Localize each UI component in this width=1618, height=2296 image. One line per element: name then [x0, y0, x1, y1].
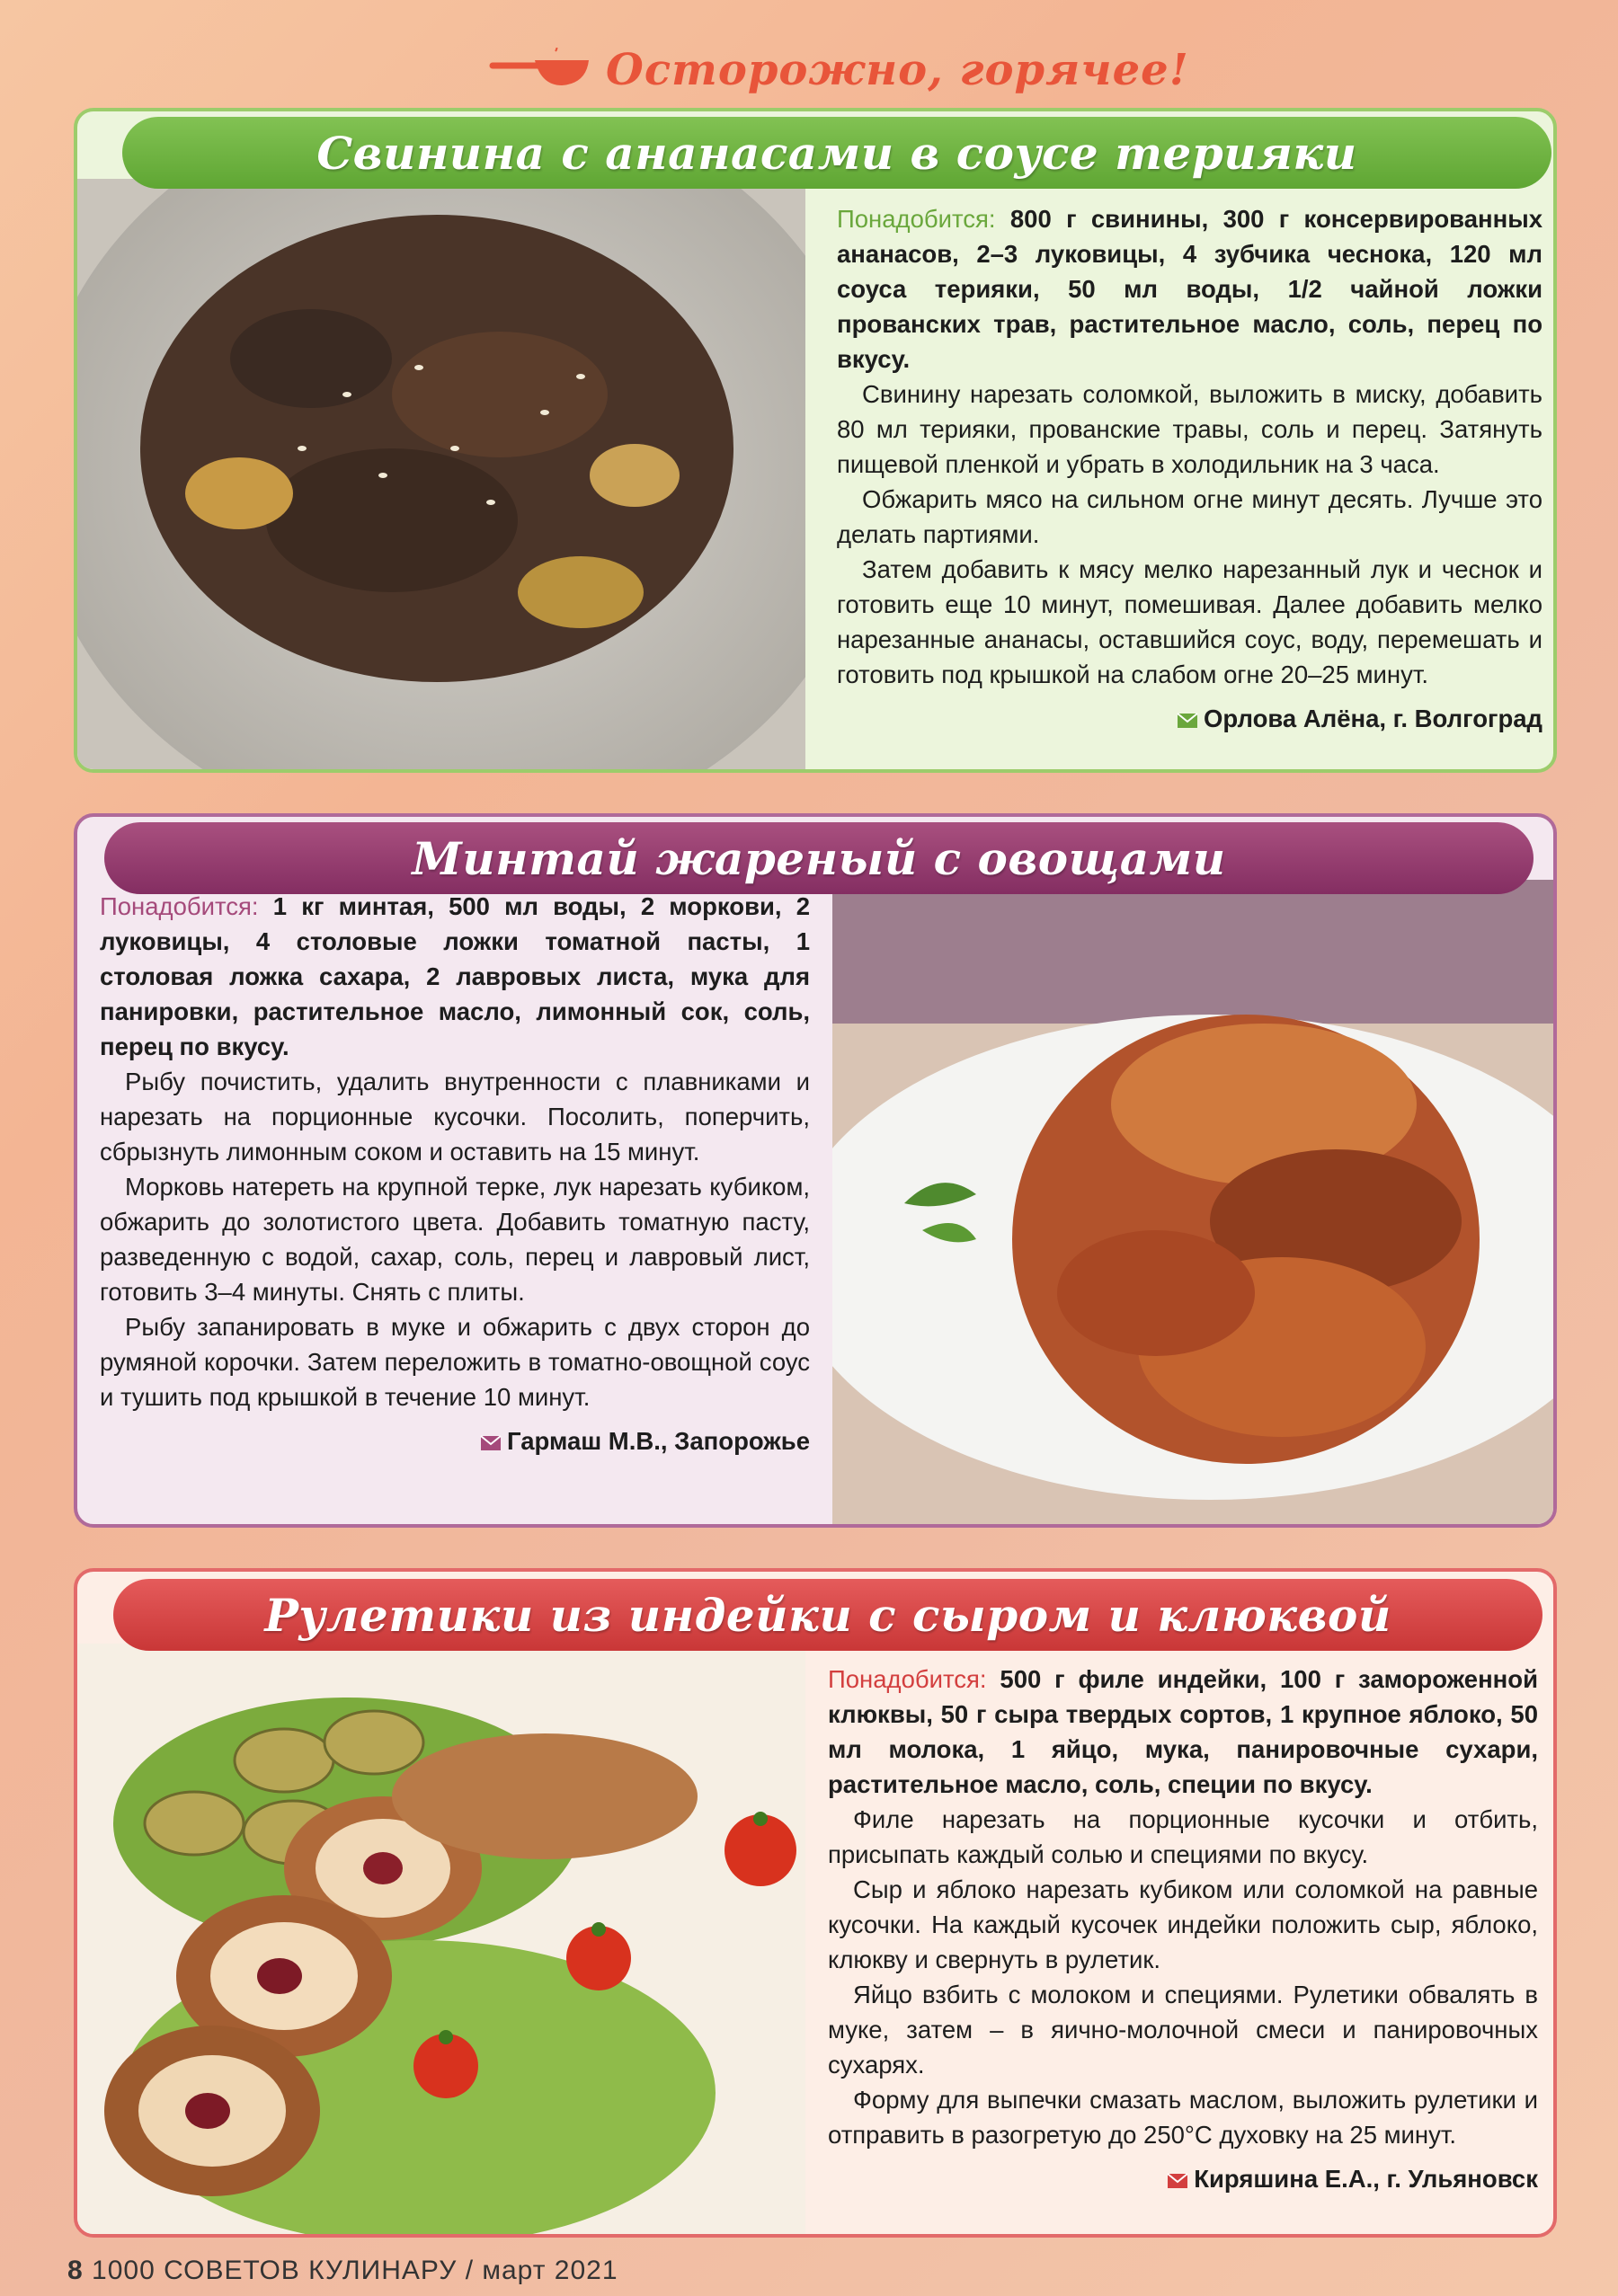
section-title: Осторожно, горячее! — [606, 44, 1189, 95]
recipe-card-pork — [74, 108, 1557, 773]
pollock-dish-photo — [832, 880, 1557, 1528]
step: Рыбу запанировать в муке и обжарить с двух сторон до румяной корочки. Затем переложить в томатно-овощной соус и тушить под крышкой в течение 10 минут. — [100, 1313, 810, 1411]
ingredients-list: 500 г филе индейки, 100 г замороженной клюквы, 50 г сыра твердых сортов, 1 крупное яблоко, 50 мл молока, 1 яйцо, мука, панировочные сухари, растительное масло, соль, специи по вкусу. — [828, 1665, 1538, 1798]
recipe-title: Свинина с ананасами в соусе терияки — [122, 117, 1551, 189]
step: Яйцо взбить с молоком и специями. Рулетики обвалять в муке, затем – в яично-молочной смеси и панировочных сухарях. — [828, 1981, 1538, 2079]
footer-separator: / — [465, 2256, 475, 2285]
step: Сыр и яблоко нарезать кубиком или соломкой на равные кусочки. На каждый кусочек индейки положить сыр, яблоко, клюкву и свернуть в рулетик. — [828, 1875, 1538, 1973]
recipe-author — [828, 2161, 1538, 2196]
step: Форму для выпечки смазать маслом, выложить рулетики и отправить в разогретую до 250°С духовку на 25 минут. — [828, 2086, 1538, 2149]
step: Затем добавить к мясу мелко нарезанный лук и чеснок и готовить еще 10 минут, помешивая. Далее добавить мелко нарезанные ананасы, оставшийся соус, воду, перемешать и готовить под крышкой на слабом огне 20–25 минут. — [837, 555, 1542, 688]
step: Рыбу почистить, удалить внутренности с плавниками и нарезать на порционные кусочки. Посолить, поперчить, сбрызнуть лимонным соком и оставить на 15 минут. — [100, 1068, 810, 1166]
page-footer — [67, 2256, 618, 2286]
recipe-text — [100, 889, 810, 1458]
envelope-icon — [1167, 2173, 1188, 2189]
pork-dish-photo — [77, 179, 805, 773]
recipe-author — [100, 1423, 810, 1458]
recipe-card-pollock — [74, 813, 1557, 1528]
ingredients-label: Понадобится: — [828, 1665, 987, 1693]
ingredients-label: Понадобится: — [100, 892, 259, 920]
recipe-author — [837, 701, 1542, 736]
turkey-rolls-photo — [77, 1644, 805, 2238]
ingredients-list: 1 кг минтая, 500 мл воды, 2 моркови, 2 луковицы, 4 столовые ложки томатной пасты, 1 столовая ложка сахара, 2 лавровых листа, мука для панировки, растительное масло, лимонный сок, соль, перец по вкусу. — [100, 892, 810, 1060]
recipe-text — [837, 201, 1542, 736]
recipe-text — [828, 1662, 1538, 2196]
step: Морковь натереть на крупной терке, лук нарезать кубиком, обжарить до золотистого цвета. Добавить томатную пасту, разведенную с водой, сахар, соль, перец и лавровый лист, готовить 3–4 минуты. Снять с плиты. — [100, 1173, 810, 1306]
ingredients — [828, 1662, 1538, 1802]
author-name: Орлова Алёна, г. Волгоград — [1203, 705, 1542, 732]
page-number: 8 — [67, 2256, 84, 2285]
magazine-name: 1000 СОВЕТОВ КУЛИНАРУ — [92, 2256, 458, 2285]
envelope-icon — [480, 1435, 502, 1451]
section-header — [485, 36, 1205, 103]
ingredients — [100, 889, 810, 1064]
ingredients-list: 800 г свинины, 300 г консервированных ананасов, 2–3 луковицы, 4 зубчика чеснока, 120 мл соуса терияки, 50 мл воды, 1/2 чайной ложки прованских трав, растительное масло, соль, перец по вкусу. — [837, 205, 1542, 373]
envelope-icon — [1177, 713, 1198, 729]
ingredients-label: Понадобится: — [837, 205, 996, 233]
issue-date: март 2021 — [482, 2256, 618, 2285]
step: Обжарить мясо на сильном огне минут десять. Лучше это делать партиями. — [837, 485, 1542, 548]
recipe-title: Минтай жареный с овощами — [104, 822, 1534, 894]
recipe-title: Рулетики из индейки с сыром и клюквой — [113, 1579, 1542, 1651]
recipe-card-turkey — [74, 1568, 1557, 2238]
frying-pan-icon — [485, 48, 593, 93]
ingredients — [837, 201, 1542, 377]
step: Свинину нарезать соломкой, выложить в миску, добавить 80 мл терияки, прованские травы, соль и перец. Затянуть пищевой пленкой и убрать в холодильник на 3 часа. — [837, 380, 1542, 478]
author-name: Киряшина Е.А., г. Ульяновск — [1194, 2165, 1538, 2193]
author-name: Гармаш М.В., Запорожье — [507, 1427, 810, 1455]
step: Филе нарезать на порционные кусочки и отбить, присыпать каждый солью и специями по вкусу. — [828, 1805, 1538, 1868]
